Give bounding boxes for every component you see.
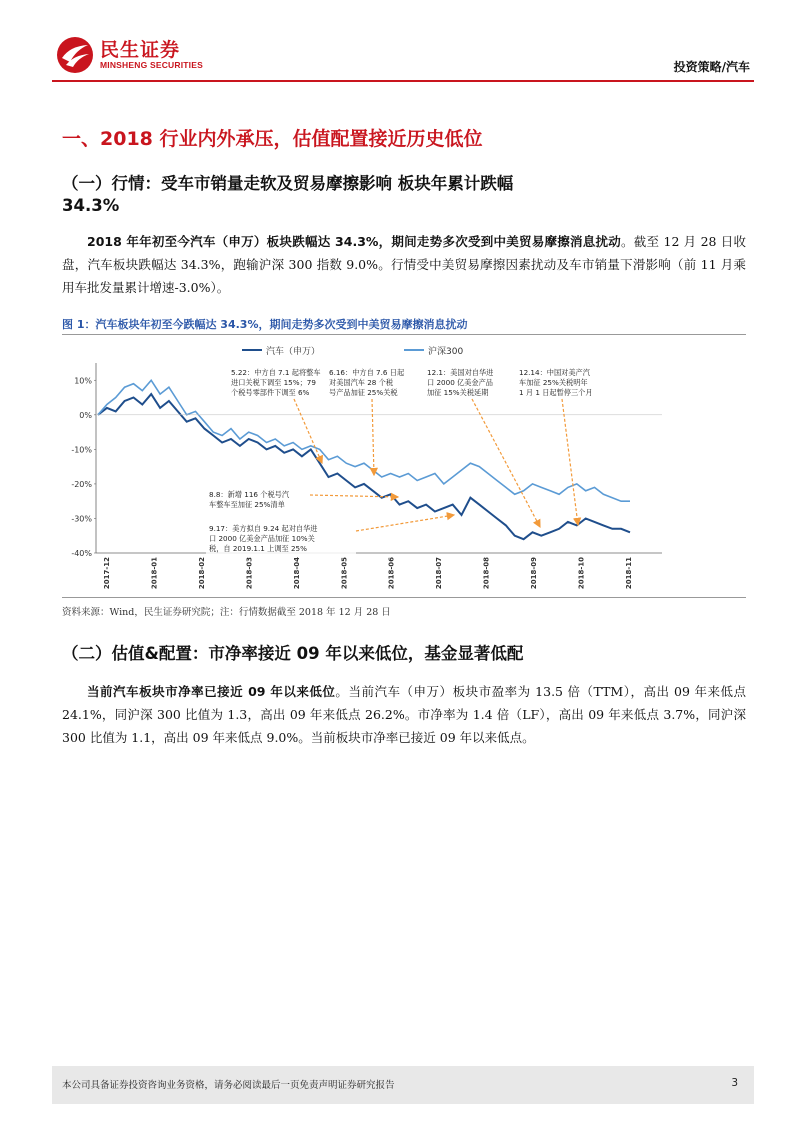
annotation-text: 对美国汽车 28 个税 bbox=[329, 378, 394, 387]
annotation-text: 进口关税下调至 15%；79 bbox=[231, 378, 316, 387]
annotation-arrow bbox=[356, 515, 454, 531]
x-tick-label: 2018-11 bbox=[625, 557, 633, 590]
section2-heading: （二）估值&配置：市净率接近 09 年以来低位，基金显著低配 bbox=[62, 644, 524, 663]
y-tick-label: -30% bbox=[71, 514, 92, 524]
line-chart bbox=[62, 335, 746, 597]
y-tick-label: -40% bbox=[71, 549, 92, 558]
footer-disclaimer: 本公司具备证券投资咨询业务资格，请务必阅读最后一页免责声明证券研究报告 bbox=[62, 1080, 395, 1091]
annotation-text: 号产品加征 25%关税 bbox=[329, 388, 398, 397]
section2-paragraph-rest: 。当前汽车（申万）板块市盈率为 13.5 倍（TTM），高出 09 年来低点 24.1%，同沪深 300 比值为 1.3，高出 09 年来低点 26.2%。市净率为 1.4 倍（LF），高出 09 年来低点 3.7%，同沪深 300 比值为 1.1，高出 09 年来低点 9.0%。当前板块市净率已接近 09 年以来低点。 bbox=[62, 684, 746, 745]
annotation-text: 1 月 1 日起暂停三个月 bbox=[519, 388, 593, 397]
x-tick-label: 2018-02 bbox=[197, 557, 206, 590]
logo bbox=[56, 36, 203, 74]
section1-paragraph-rest: 。截至 12 月 28 日收盘，汽车板块跌幅达 34.3%，跑输沪深 300 指数 9.0%。行情受中美贸易摩擦因素扰动及车市销量下滑影响（前 11 月乘用车批发量累计增速-3.0%）。 bbox=[62, 234, 746, 295]
series-line-auto bbox=[98, 394, 630, 539]
minsheng-logo-icon bbox=[56, 36, 94, 74]
figure-title: 图 1：汽车板块年初至今跌幅达 34.3%，期间走势多次受到中美贸易摩擦消息扰动 bbox=[62, 318, 468, 331]
section1-paragraph bbox=[62, 230, 746, 299]
x-tick-label: 2018-05 bbox=[340, 557, 349, 590]
x-tick-label: 2018-08 bbox=[482, 557, 491, 590]
x-tick-label: 2018-01 bbox=[150, 557, 159, 590]
logo-cn-text: 民生证券 bbox=[100, 38, 181, 61]
figure-source: 资料来源：Wind，民生证券研究院；注：行情数据截至 2018 年 12 月 28 日 bbox=[62, 607, 391, 618]
x-tick-label: 2018-06 bbox=[387, 557, 396, 590]
x-tick-label: 2017-12 bbox=[103, 557, 111, 590]
annotation-text: 税，自 2019.1.1 上调至 25% bbox=[209, 544, 307, 553]
page-title: 一、2018 行业内外承压，估值配置接近历史低位 bbox=[62, 128, 483, 150]
section1-heading bbox=[62, 173, 513, 217]
annotation-text: 车加征 25%关税明年 bbox=[519, 378, 588, 387]
section1-paragraph-bold: 2018 年年初至今汽车（申万）板块跌幅达 34.3%，期间走势多次受到中美贸易摩擦消息扰动 bbox=[87, 234, 621, 249]
annotation-arrow bbox=[372, 399, 374, 475]
y-tick-label: 10% bbox=[74, 376, 92, 386]
annotation-text: 口 2000 亿美金产品加征 10%关 bbox=[209, 534, 315, 543]
x-tick-label: 2018-03 bbox=[245, 557, 254, 590]
section1-heading-line1: （一）行情：受车市销量走软及贸易摩擦影响 板块年累计跌幅 bbox=[62, 174, 514, 193]
x-tick-label: 2018-04 bbox=[292, 557, 301, 590]
page-number: 3 bbox=[731, 1077, 738, 1089]
annotation-text: 9.17：美方拟自 9.24 起对自华进 bbox=[209, 524, 318, 533]
y-tick-label: -10% bbox=[71, 445, 92, 455]
annotation-text: 车整车至加征 25%清单 bbox=[209, 500, 285, 509]
header-section-label: 投资策略/汽车 bbox=[673, 60, 750, 74]
x-tick-label: 2018-10 bbox=[577, 557, 586, 590]
legend-label-hs300: 沪深300 bbox=[428, 347, 464, 357]
section2-paragraph-bold: 当前汽车板块市净率已接近 09 年以来低位 bbox=[87, 684, 336, 699]
legend-label-auto: 汽车（申万） bbox=[266, 347, 321, 357]
annotation-arrow bbox=[562, 399, 578, 525]
section2-paragraph bbox=[62, 680, 746, 749]
logo-en-text: MINSHENG SECURITIES bbox=[100, 59, 203, 70]
chart-annotations bbox=[206, 365, 610, 557]
x-tick-label: 2018-09 bbox=[530, 557, 539, 590]
annotation-text: 个税号零部件下调至 6% bbox=[231, 388, 310, 397]
x-tick-label: 2018-07 bbox=[435, 557, 444, 590]
annotation-text: 12.14：中国对美产汽 bbox=[519, 368, 590, 377]
annotation-text: 口 2000 亿美金产品 bbox=[427, 378, 493, 387]
y-axis bbox=[71, 376, 96, 558]
section1-heading-line2: 34.3% bbox=[62, 196, 120, 215]
y-tick-label: -20% bbox=[71, 479, 92, 489]
annotation-text: 加征 15%关税延期 bbox=[427, 388, 489, 397]
x-axis bbox=[103, 557, 633, 589]
chart-legend bbox=[242, 345, 463, 357]
figure-box bbox=[62, 334, 746, 598]
annotation-text: 12.1：美国对自华进 bbox=[427, 368, 494, 377]
footer bbox=[52, 1066, 754, 1104]
annotation-text: 5.22：中方自 7.1 起将整车 bbox=[231, 368, 321, 377]
annotation-text: 6.16：中方自 7.6 日起 bbox=[329, 368, 405, 377]
header-divider bbox=[52, 80, 754, 82]
annotation-text: 8.8：新增 116 个税号汽 bbox=[209, 490, 290, 499]
y-tick-label: 0% bbox=[79, 410, 92, 420]
